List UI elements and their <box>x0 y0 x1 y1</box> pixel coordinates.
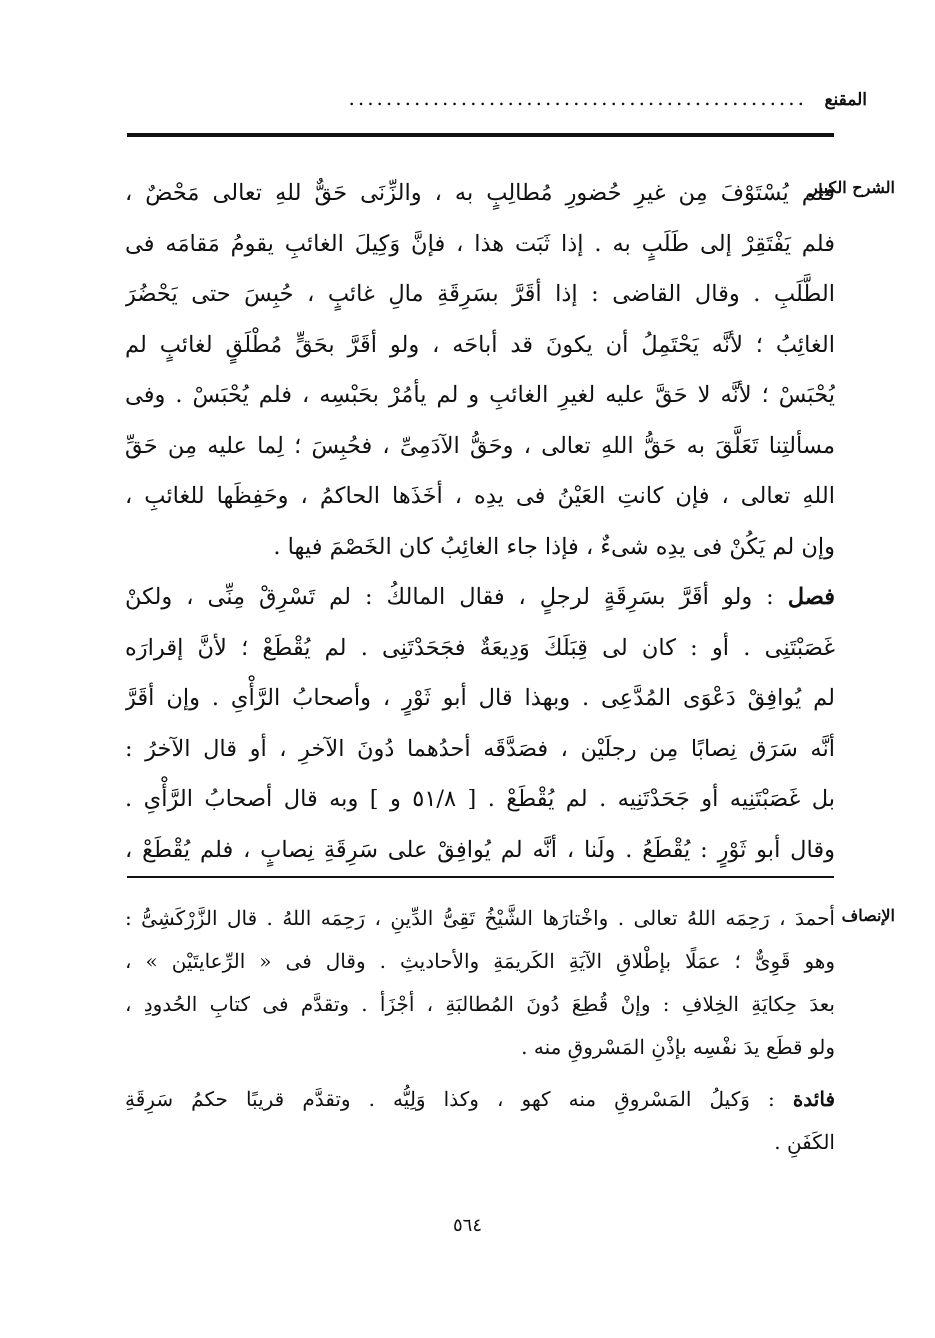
margin-label-insaf: الإنصاف <box>841 906 895 925</box>
fasl-line: بل غَصَبْتَنِيه أو جَحَدْتَنِيه . لم يُقْطَعْ . [ ٥١/٨ و ] وبه قال أصحابُ الرَّأْىِ . <box>125 786 835 812</box>
fasl-line-text: : ولو أقَرَّ بسَرِقَةٍ لرجلٍ ، فقال المالكُ : لم تَسْرِقْ مِنِّى ، ولكنْ <box>125 584 774 610</box>
fasl-first-line <box>125 572 835 623</box>
running-header-title: المقنع <box>824 90 867 110</box>
faida-first-line <box>125 1078 835 1121</box>
main-line: فلم يُسْتَوْفَ مِن غيرِ حُضورِ مُطالِبٍ به ، والزِّنَى حَقٌّ للهِ تعالى مَحْضٌ ، <box>125 180 835 206</box>
insaf-line: ولو قطَع يدَ نفْسِه بإذْنِ المَسْروقِ منه . <box>521 1035 835 1059</box>
insaf-text-block <box>125 897 835 1164</box>
main-line: فلم يَفْتَقِرْ إلى طَلَبٍ به . إذا ثَبَت هذا ، فإنَّ وَكِيلَ الغائبِ يقومُ مَقامَه فى <box>125 230 835 257</box>
insaf-line: وهو قَوِىٌّ ؛ عمَلًا بإطْلاقِ الآيَةِ الكَريمَةِ والأحاديثِ . وقال فى « الرِّعايتَيْن » ، <box>125 949 835 973</box>
main-line: الطَّلَبِ . وقال القاضى : إذا أقَرَّ بسَرِقَةِ مالِ غائبٍ ، حُبِسَ حتى يَحْضُرَ <box>125 281 835 307</box>
margin-label-sharh: الشرح الكبير <box>810 178 895 197</box>
insaf-line: بعدَ حِكايَةِ الخِلافِ : وإنْ قُطِعَ دُونَ المُطالبَةِ ، أجْزَأ . وتقدَّم فى كتابِ الحُدودِ ، <box>125 992 835 1016</box>
main-line: الغائِبُ ؛ لأنَّه يَحْتَمِلُ أن يكونَ قد أباحَه ، ولو أقَرَّ بحَقٍّ مُطْلَقٍ لغائبٍ لم <box>125 331 835 358</box>
paragraph-gap <box>125 1069 835 1078</box>
header-rule <box>127 133 834 137</box>
header-dotted-leader: ................................................. <box>348 86 807 110</box>
section-divider <box>127 876 834 878</box>
page-number: ٥٦٤ <box>452 1215 482 1236</box>
main-line: اللهِ تعالى ، فإن كانتِ العَيْنُ فى يدِه ، أخَذَها الحاكمُ ، وحَفِظَها للغائبِ ، <box>125 483 835 509</box>
insaf-line: أحمدَ ، رَحِمَه اللهُ تعالى . واخْتارَها الشَّيْخُ تَقِىُّ الدِّينِ ، رَحِمَه اللهُ . قال الزَّرْكَشِىُّ : <box>125 906 835 930</box>
main-line: يُحْبَسْ ؛ لأنَّه لا حَقَّ عليه لغيرِ الغائبِ و لم يأمُرْ بحَبْسِه ، فلم يُحْبَسْ . وفى <box>125 382 835 408</box>
main-line: وإن لم يَكُنْ فى يدِه شىءٌ ، فإذا جاء الغائِبُ كان الخَصْمَ فيها . <box>273 533 835 560</box>
fasl-line: غَصَبْتَنِى . أو : كان لى قِبَلَكَ وَدِيعَةٌ فجَحَدْتَنِى . لم يُقْطَعْ ؛ لأنَّ إقرارَه <box>125 634 835 661</box>
main-text-block <box>125 168 835 875</box>
faida-line-text: : وَكيلُ المَسْروقِ منه كهو ، وكذا وَلِيُّه . وتقدَّم قريبًا حكمُ سَرِقَةِ <box>125 1087 775 1111</box>
fasl-line: لم يُوافِقْ دَعْوَى المُدَّعِى . وبهذا قال أبو ثَوْرٍ ، وأصحابُ الرَّأْىِ . وإن أقَرَّ <box>125 685 835 711</box>
main-line: مسألتِنا تَعَلَّقَ به حَقُّ اللهِ تعالى ، وحَقُّ الآدَمِىِّ ، فحُبِسَ ؛ لِما عليه مِن حَقِّ <box>125 432 835 459</box>
fasl-line: أنَّه سَرَق نِصابًا مِن رجلَيْن ، فصَدَّقَه أحدُهما دُونَ الآخرِ ، أو قال الآخرُ : <box>125 735 835 762</box>
faida-keyword: فائدة <box>792 1087 835 1111</box>
faida-line: الكَفَنِ . <box>774 1130 835 1154</box>
fasl-keyword: فصل <box>787 584 835 610</box>
fasl-line: وقال أبو ثَوْرٍ : يُقْطَعُ . ولَنا ، أنَّه لم يُوافِقْ على سَرِقَةِ نِصابٍ ، فلم يُقْطَعْ ، <box>125 836 835 863</box>
